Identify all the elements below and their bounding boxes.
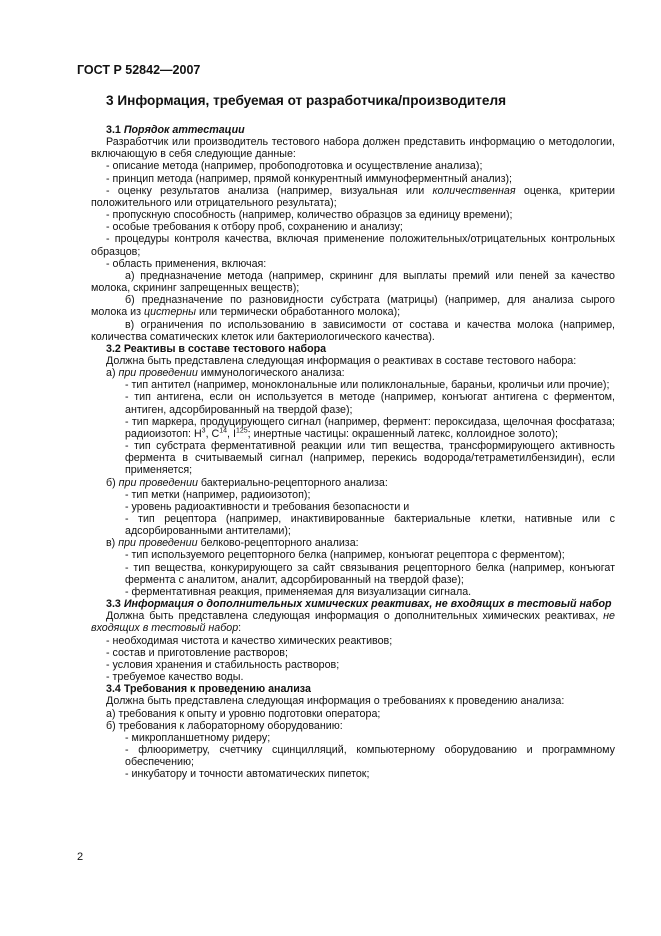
sub-list-item: - тип метки (например, радиоизотоп);: [125, 488, 311, 501]
subsection-heading-3-3: 3.3 Информация о дополнительных химических реактивах, не входящих в тестовый набор: [106, 598, 612, 611]
list-item-a: а) при проведении иммунологического анализа:: [106, 367, 345, 380]
sub-list-item: - тип вещества, конкурирующего за сайт связывания рецепторного белка (например, конъюгат фермента с аналитом, аналит, адсорбированный на твердой фазе);: [125, 561, 615, 586]
document-body: [91, 124, 615, 780]
list-item-c: в) при проведении белково-рецепторного анализа:: [106, 537, 359, 550]
sub-list-item: - тип антигена, если он используется в методе (например, конъюгат антигена с ферментом, антиген, адсорбированный на твердой фазе);: [125, 391, 615, 416]
sub-list-item: - тип маркера, продуцирующего сигнал (например, фермент: пероксидаза, щелочная фосфатаза; радиоизотоп: $H^3$, $C^{14}$, $I^{125}$; инертные частицы: окрашенный латекс, коллоидное золото);: [125, 415, 615, 440]
sub-list-item: - тип используемого рецепторного белка (например, конъюгат рецептора с ферментом);: [125, 549, 565, 562]
list-item-a: а) требования к опыту и уровню подготовки оператора;: [106, 707, 381, 720]
list-item: - область применения, включая:: [106, 257, 267, 270]
document-header: ГОСТ Р 52842—2007: [77, 63, 201, 77]
paragraph: Должна быть представлена следующая информация о реактивах в составе тестового набора:: [106, 354, 577, 367]
sub-list-item: - флюориметру, счетчику сцинцилляций, компьютерному оборудованию и программному обеспечению;: [125, 743, 615, 769]
sub-list-item: - уровень радиоактивности и требования безопасности и: [125, 500, 410, 513]
sub-list-item: - тип субстрата ферментативной реакции или тип вещества, трансформирующего активность фермента в считываемый сигнал (например, перекись водорода/тетраметилбензидин), если применяется;: [125, 440, 615, 477]
section-title: 3 Информация, требуемая от разработчика/производителя: [106, 93, 507, 108]
paragraph: Должна быть представлена следующая информация о дополнительных химических реактивах, не входящих в тестовый набор:: [91, 610, 615, 635]
sub-list-item: - тип антител (например, моноклональные или поликлональные, бараньи, кроличьи или прочие);: [125, 379, 610, 392]
page-number: 2: [77, 851, 84, 863]
list-item: - требуемое качество воды.: [106, 671, 244, 684]
sub-list-item: - микропланшетному ридеру;: [125, 731, 271, 744]
subsection-heading-3-4: 3.4 Требования к проведению анализа: [106, 683, 311, 696]
paragraph: Разработчик или производитель тестового набора должен представить информацию о методологии, включающую в себя следующие данные:: [91, 136, 615, 161]
paragraph: Должна быть представлена следующая информация о требованиях к проведению анализа:: [106, 695, 565, 708]
sub-list-item: - инкубатору и точности автоматических пипеток;: [125, 768, 370, 781]
list-item-b: б) требования к лабораторному оборудованию:: [106, 719, 343, 732]
sub-item-c: в) ограничения по использованию в зависимости от состава и качества молока (например, количества соматических клеток или бактериологического качества).: [91, 318, 615, 343]
list-item: - условия хранения и стабильность растворов;: [106, 658, 340, 671]
sub-list-item: - ферментативная реакция, применяемая для визуализации сигнала.: [125, 585, 472, 598]
sub-list-item: - тип рецептора (например, инактивированные бактериальные клетки, нативные или с адсорбированными антителами);: [125, 513, 615, 538]
subsection-heading-3-2: 3.2 Реактивы в составе тестового набора: [106, 342, 327, 355]
list-item: - описание метода (например, пробоподготовка и осуществление анализа);: [106, 160, 483, 173]
list-item: - оценку результатов анализа (например, визуальная или количественная оценка, критерии положительного или отрицательного результата);: [91, 184, 616, 209]
subsection-heading-3-1: 3.1 Порядок аттестации: [106, 124, 245, 136]
sub-item-a: а) предназначение метода (например, скрининг для выплаты премий или пеней за качество молока, скрининг запрещенных веществ);: [91, 269, 615, 295]
sub-item-b: б) предназначение по разновидности субстрата (матрицы) (например, для анализа сырого молока из цистерны или термически обработанного молока);: [91, 294, 615, 319]
list-item: - процедуры контроля качества, включая применение положительных/отрицательных контрольных образцов;: [91, 233, 615, 258]
list-item-b: б) при проведении бактериально-рецепторного анализа:: [106, 476, 388, 489]
list-item: - принцип метода (например, прямой конкурентный иммуноферментный анализ);: [106, 172, 513, 185]
list-item: - особые требования к отбору проб, сохранению и анализу;: [106, 221, 403, 234]
list-item: - пропускную способность (например, количество образцов за единицу времени);: [106, 209, 513, 222]
list-item: - состав и приготовление растворов;: [106, 646, 288, 659]
list-item: - необходимая чистота и качество химических реактивов;: [106, 634, 393, 647]
